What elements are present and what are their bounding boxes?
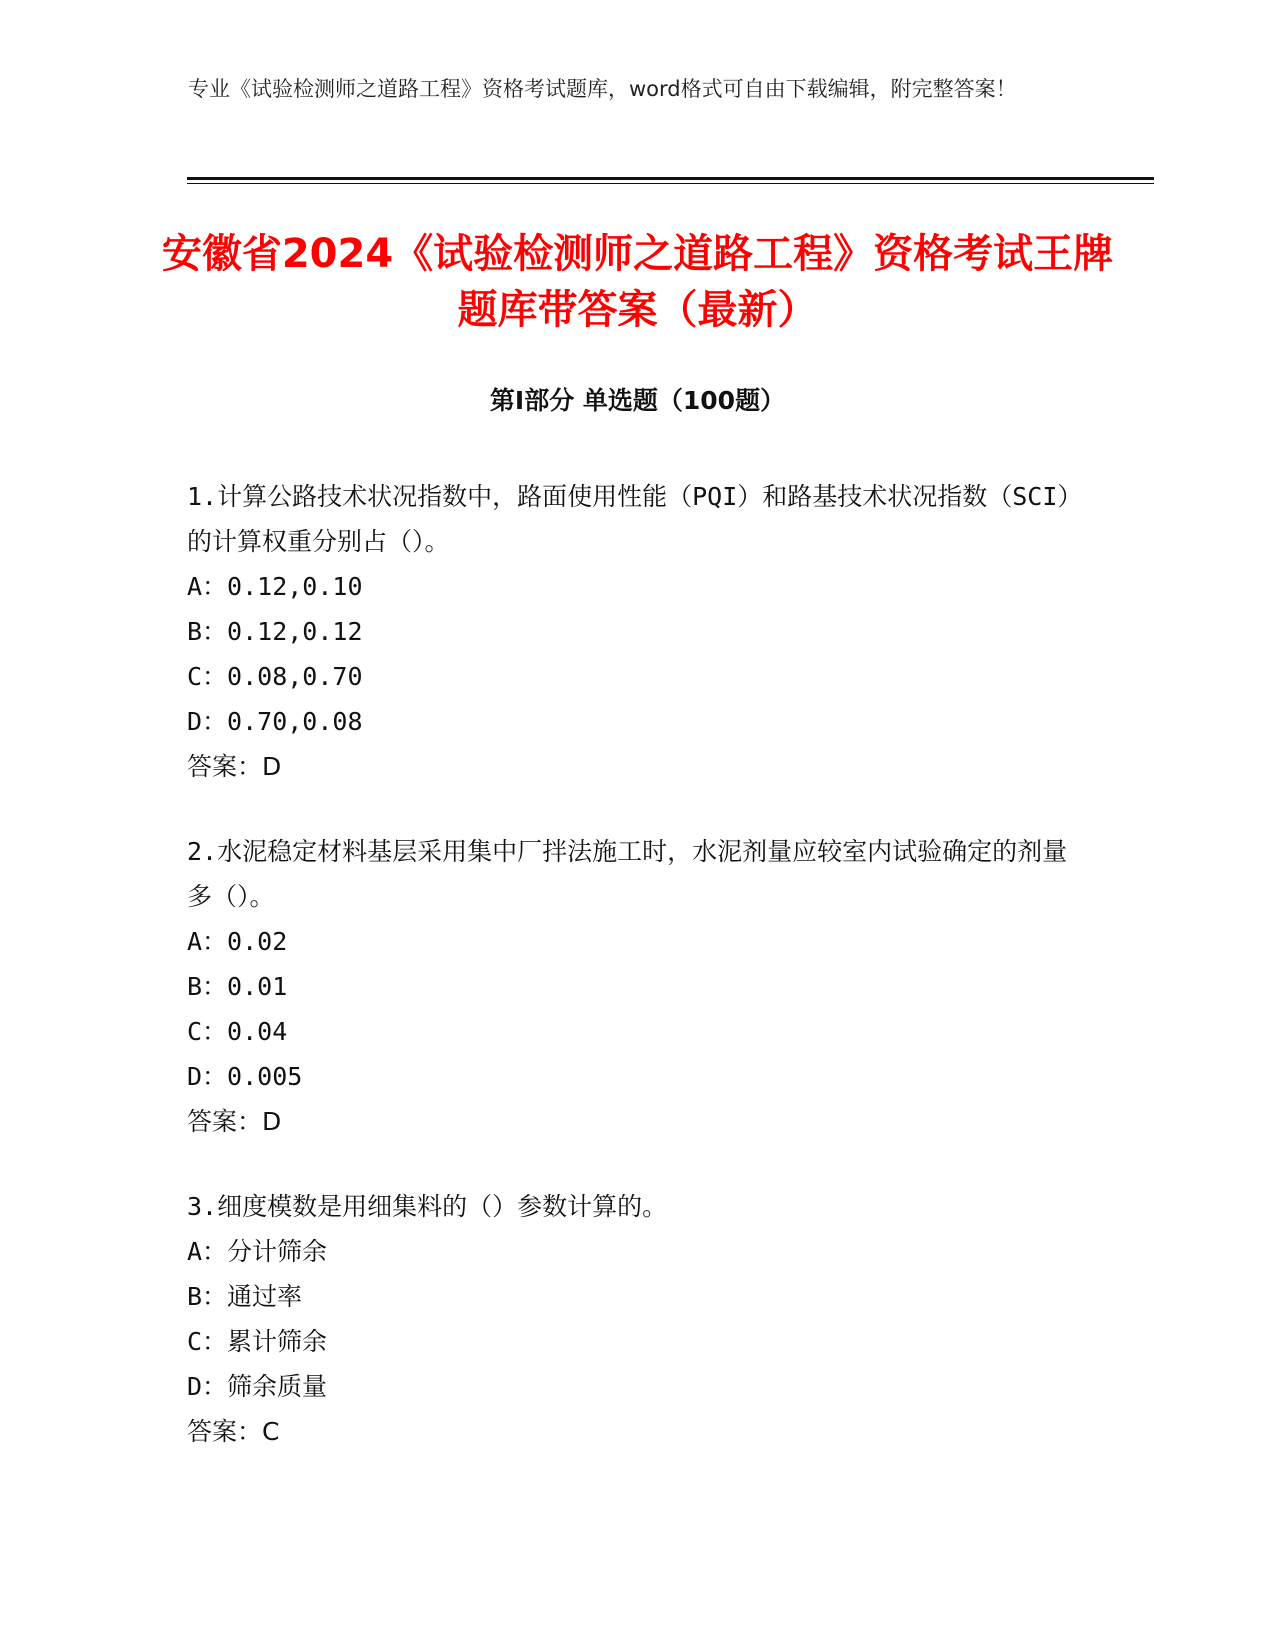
option-a: A：0.12,0.10 [187, 572, 363, 601]
document-title: 安徽省2024《试验检测师之道路工程》资格考试王牌题库带答案（最新） [161, 231, 1114, 333]
option-a: A：分计筛余 [187, 1237, 328, 1266]
section-title: 第Ⅰ部分 单选题（100题） [489, 386, 786, 415]
answer: 答案：D [187, 752, 282, 781]
question-text: 3.细度模数是用细集料的（）参数计算的。 [187, 1192, 668, 1221]
option-b: B：0.12,0.12 [187, 617, 363, 646]
question-text: 2.水泥稳定材料基层采用集中厂拌法施工时，水泥剂量应较室内试验确定的剂量多（）。 [187, 837, 1068, 911]
header-rule-thin [187, 183, 1154, 184]
question-2 [187, 829, 1087, 1144]
option-b: B：0.01 [187, 972, 288, 1001]
header-note: 专业《试验检测师之道路工程》资格考试题库，word格式可自由下载编辑，附完整答案！ [188, 77, 1017, 101]
answer: 答案：D [187, 1107, 282, 1136]
option-c: C：0.08,0.70 [187, 662, 363, 691]
answer: 答案：C [187, 1417, 280, 1446]
option-d: D：0.70,0.08 [187, 707, 363, 736]
option-d: D：0.005 [187, 1062, 303, 1091]
question-1 [187, 474, 1087, 789]
option-d: D：筛余质量 [187, 1372, 328, 1401]
option-a: A：0.02 [187, 927, 288, 956]
question-text: 1.计算公路技术状况指数中，路面使用性能（PQI）和路基技术状况指数（SCI）的计算权重分别占（）。 [187, 482, 1083, 556]
question-3 [187, 1184, 1087, 1454]
option-c: C：累计筛余 [187, 1327, 328, 1356]
option-c: C：0.04 [187, 1017, 288, 1046]
question-list [187, 474, 1087, 1494]
header-rule-thick [187, 177, 1154, 180]
option-b: B：通过率 [187, 1282, 303, 1311]
